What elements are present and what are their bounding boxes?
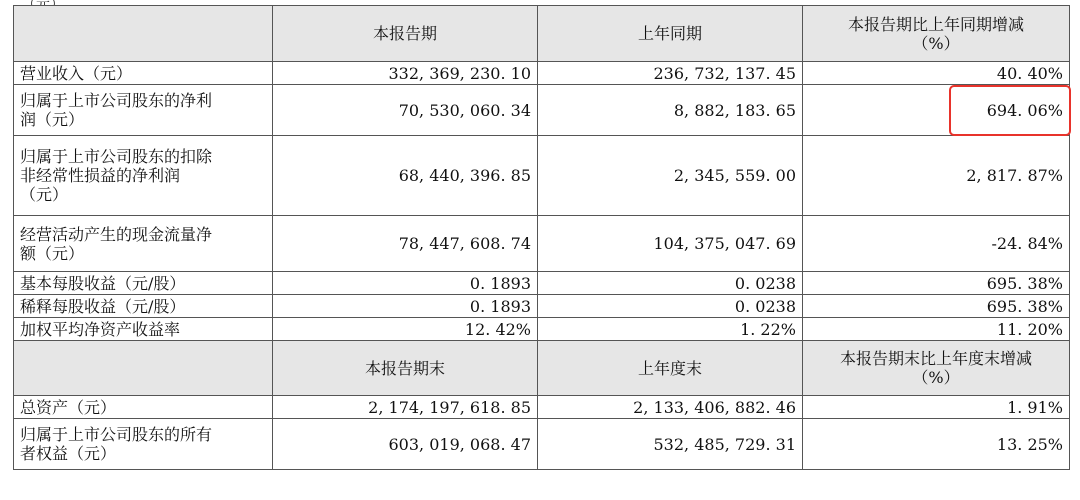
value-change: 695. 38% bbox=[803, 272, 1070, 295]
table-row-basic-eps bbox=[14, 272, 1070, 295]
value-change: 13. 25% bbox=[803, 419, 1070, 470]
value-prior: 0. 0238 bbox=[538, 272, 803, 295]
value-prior: 532, 485, 729. 31 bbox=[538, 419, 803, 470]
value-prior: 104, 375, 047. 69 bbox=[538, 216, 803, 272]
value-change: 695. 38% bbox=[803, 295, 1070, 318]
value-current: 332, 369, 230. 10 bbox=[273, 62, 538, 85]
value-prior: 0. 0238 bbox=[538, 295, 803, 318]
value-current: 70, 530, 060. 34 bbox=[273, 85, 538, 136]
financial-data-table bbox=[13, 5, 1070, 470]
value-current: 68, 440, 396. 85 bbox=[273, 136, 538, 216]
header-change-line1: 本报告期末比上年度末增减 bbox=[839, 349, 1032, 368]
value-current: 2, 174, 197, 618. 85 bbox=[273, 396, 538, 419]
highlight-box bbox=[949, 85, 1071, 136]
value-current: 0. 1893 bbox=[273, 272, 538, 295]
header-current-period-end: 本报告期末 bbox=[273, 341, 538, 396]
value-current: 12. 42% bbox=[273, 318, 538, 341]
value-change: 11. 20% bbox=[803, 318, 1070, 341]
table-row-revenue bbox=[14, 62, 1070, 85]
row-label: 经营活动产生的现金流量净 额（元） bbox=[14, 216, 273, 272]
header-prior-year-period: 上年同期 bbox=[538, 6, 803, 62]
header-label-cell bbox=[14, 6, 273, 62]
value-prior: 8, 882, 183. 65 bbox=[538, 85, 803, 136]
header-label-cell bbox=[14, 341, 273, 396]
header-change-percent bbox=[803, 6, 1070, 62]
header-change-line2: （%） bbox=[912, 33, 960, 53]
row-label: 稀释每股收益（元/股） bbox=[14, 295, 273, 318]
table-row-diluted-eps bbox=[14, 295, 1070, 318]
value-change: 40. 40% bbox=[803, 62, 1070, 85]
table-row-net-profit-deducted bbox=[14, 136, 1070, 216]
row-label: 归属于上市公司股东的净利 润（元） bbox=[14, 85, 273, 136]
value-current: 603, 019, 068. 47 bbox=[273, 419, 538, 470]
value-change: -24. 84% bbox=[803, 216, 1070, 272]
header-prior-year-end: 上年度末 bbox=[538, 341, 803, 396]
row-label: 归属于上市公司股东的所有 者权益（元） bbox=[14, 419, 273, 470]
value-prior: 1. 22% bbox=[538, 318, 803, 341]
table-row-operating-cash-flow bbox=[14, 216, 1070, 272]
table-row-net-profit bbox=[14, 85, 1070, 136]
row-label: 基本每股收益（元/股） bbox=[14, 272, 273, 295]
value-prior: 236, 732, 137. 45 bbox=[538, 62, 803, 85]
table-header-row-period bbox=[14, 6, 1070, 62]
value-current: 78, 447, 608. 74 bbox=[273, 216, 538, 272]
header-change-line1: 本报告期比上年同期增减 bbox=[847, 14, 1024, 34]
row-label: 总资产（元） bbox=[14, 396, 273, 419]
table-header-row-period-end bbox=[14, 341, 1070, 396]
row-label: 归属于上市公司股东的扣除 非经常性损益的净利润 （元） bbox=[14, 136, 273, 216]
value-current: 0. 1893 bbox=[273, 295, 538, 318]
header-current-period: 本报告期 bbox=[273, 6, 538, 62]
value-change: 1. 91% bbox=[803, 396, 1070, 419]
value-change: 2, 817. 87% bbox=[803, 136, 1070, 216]
row-label: 加权平均净资产收益率 bbox=[14, 318, 273, 341]
value-prior: 2, 345, 559. 00 bbox=[538, 136, 803, 216]
row-label: 营业收入（元） bbox=[14, 62, 273, 85]
table-row-total-assets bbox=[14, 396, 1070, 419]
table-row-shareholders-equity bbox=[14, 419, 1070, 470]
value-change-highlighted: 694. 06% bbox=[803, 85, 1070, 136]
header-change-percent bbox=[803, 341, 1070, 396]
header-change-line2: （%） bbox=[912, 368, 960, 387]
value-prior: 2, 133, 406, 882. 46 bbox=[538, 396, 803, 419]
table-row-weighted-roe bbox=[14, 318, 1070, 341]
